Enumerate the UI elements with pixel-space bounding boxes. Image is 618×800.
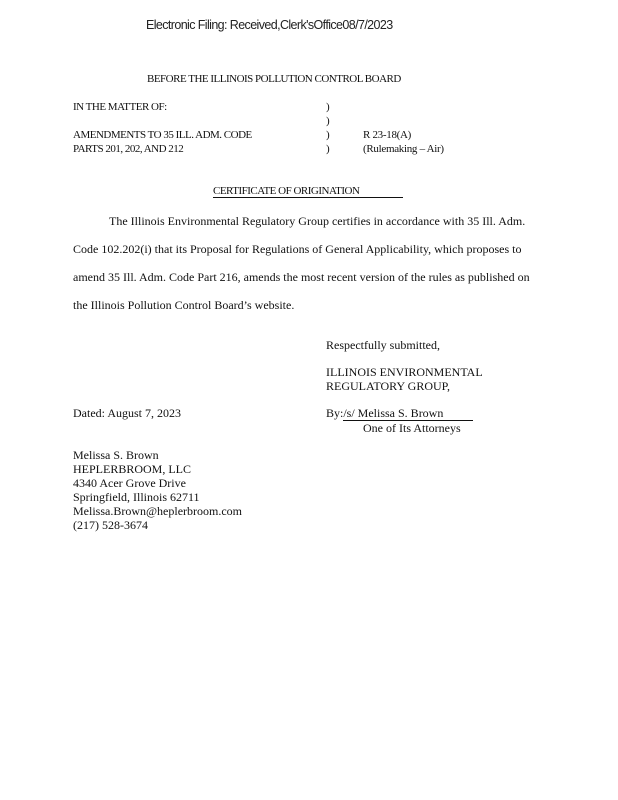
in-the-matter-label: IN THE MATTER OF: (73, 101, 167, 113)
signature-line (326, 406, 473, 421)
certificate-body (73, 207, 543, 319)
caption-paren: ) (326, 101, 330, 113)
attorney-firm: HEPLERBROOM, LLC (73, 462, 192, 476)
case-number: R 23-18(A) (363, 129, 412, 141)
certificate-paragraph: The Illinois Environmental Regulatory Group certifies in accordance with 35 Ill. Adm. Code 102.202(i) that its Proposal for Regulations of General Applicability, which proposes to amend 35 Ill. Adm. Code Part 216, amends the most recent version of the rules as published on the Illinois Pollution Control Board’s website. (73, 214, 530, 312)
attorney-phone: (217) 528-3674 (73, 518, 148, 532)
caption-paren: ) (326, 143, 330, 155)
signer-signature: /s/ Melissa S. Brown (343, 407, 473, 421)
by-prefix: By: (326, 406, 344, 420)
filing-stamp: Electronic Filing: Received,Clerk'sOffice08/7/2023 (146, 18, 393, 32)
org-name-line-2: REGULATORY GROUP, (326, 379, 451, 393)
amendments-line-2: PARTS 201, 202, AND 212 (73, 143, 184, 155)
attorney-name: Melissa S. Brown (73, 448, 159, 462)
amendments-line-1: AMENDMENTS TO 35 ILL. ADM. CODE (73, 129, 252, 141)
attorney-street: 4340 Acer Grove Drive (73, 476, 186, 490)
case-type: (Rulemaking – Air) (363, 143, 444, 155)
attorney-email: Melissa.Brown@heplerbroom.com (73, 504, 243, 518)
caption-paren: ) (326, 115, 330, 127)
certificate-title: CERTIFICATE OF ORIGINATION (213, 185, 403, 198)
org-name-line-1: ILLINOIS ENVIRONMENTAL (326, 365, 483, 379)
closing-text: Respectfully submitted, (326, 338, 440, 352)
attorney-contact-block (73, 448, 242, 532)
dated-line: Dated: August 7, 2023 (73, 406, 181, 420)
board-title: BEFORE THE ILLINOIS POLLUTION CONTROL BOARD (147, 73, 401, 85)
caption-paren: ) (326, 129, 330, 141)
signer-role: One of Its Attorneys (363, 421, 461, 435)
attorney-city: Springfield, Illinois 62711 (73, 490, 200, 504)
